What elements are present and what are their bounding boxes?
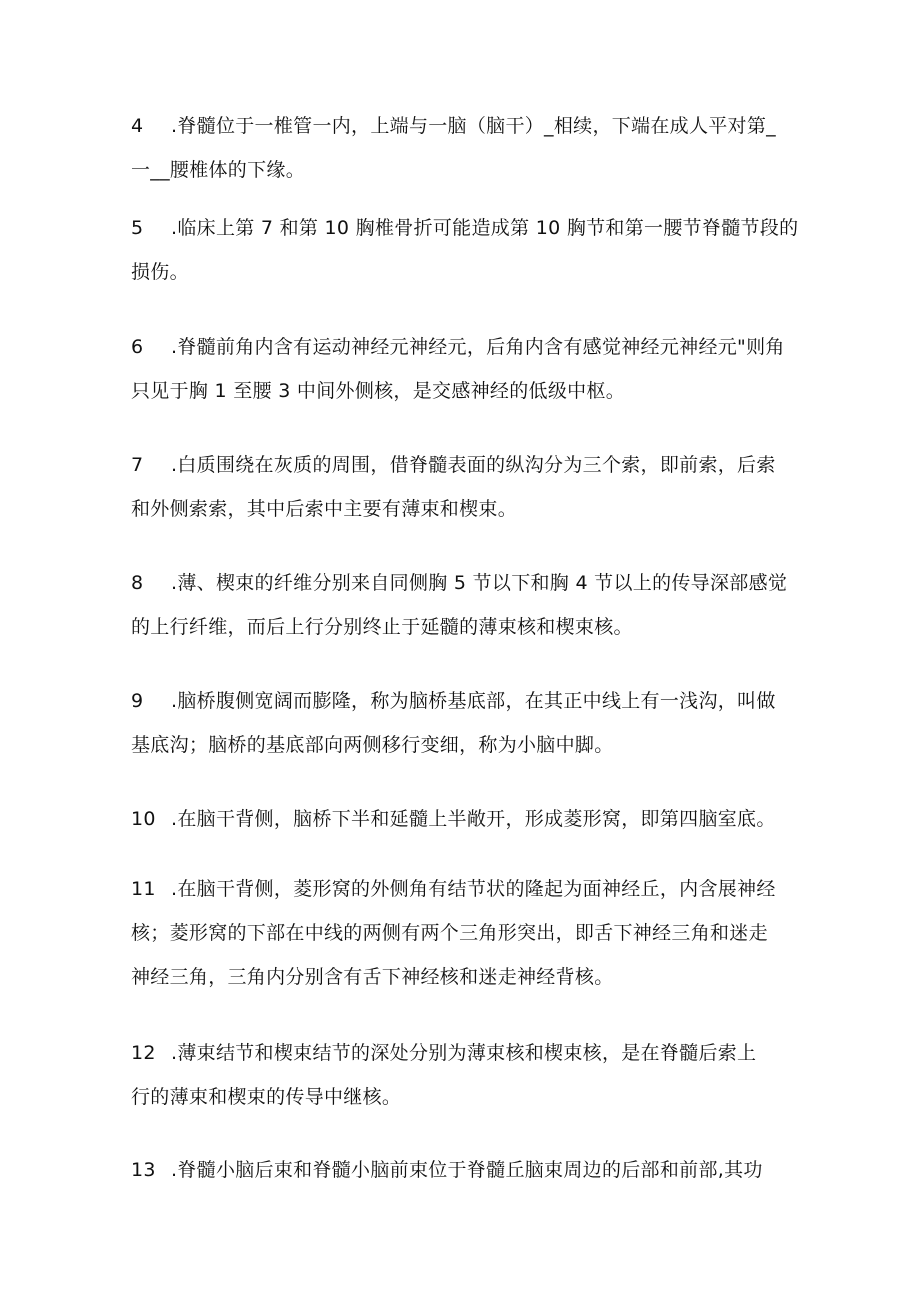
paragraph-13 [131, 1148, 791, 1192]
paragraph-10 [131, 797, 791, 841]
paragraph-text: .脊髓位于一椎管一内，上端与一脑（脑干）_相续，下端在成人平对第_ [171, 115, 776, 137]
paragraph-line: 的上行纤维，而后上行分别终止于延髓的薄束核和楔束核。 [131, 616, 633, 638]
paragraph-line [131, 443, 791, 487]
paragraph-text: .脑桥腹侧宽阔而膨隆，称为脑桥基底部，在其正中线上有一浅沟，叫做 [171, 690, 776, 712]
paragraph-line: 损伤。 [131, 261, 189, 283]
paragraph-5 [131, 206, 799, 294]
paragraph-12 [131, 1031, 791, 1119]
paragraph-9 [131, 679, 791, 767]
paragraph-11 [131, 867, 791, 999]
paragraph-text: .临床上第 7 和第 10 胸椎骨折可能造成第 10 胸节和第一腰节脊髓节段的 [171, 217, 799, 239]
paragraph-line: 神经三角，三角内分别含有舌下神经核和迷走神经背核。 [131, 966, 614, 988]
item-number: 6 [131, 336, 144, 358]
item-number: 10 [131, 808, 156, 830]
paragraph-text: .脊髓前角内含有运动神经元神经元，后角内含有感觉神经元神经元"则角 [171, 336, 785, 358]
item-number: 13 [131, 1159, 156, 1181]
paragraph-line [131, 679, 791, 723]
paragraph-line: 只见于胸 1 至腰 3 中间外侧核，是交感神经的低级中枢。 [131, 380, 626, 402]
paragraph-line [131, 1031, 791, 1075]
paragraph-line: 基底沟；脑桥的基底部向两侧移行变细，称为小脑中脚。 [131, 734, 614, 756]
paragraph-line [131, 1148, 791, 1192]
item-number: 5 [131, 217, 144, 239]
paragraph-text: .白质围绕在灰质的周围，借脊髓表面的纵沟分为三个索，即前索，后索 [171, 454, 776, 476]
item-number: 7 [131, 454, 144, 476]
paragraph-line: 核；菱形窝的下部在中线的两侧有两个三角形突出，即舌下神经三角和迷走 [131, 922, 768, 944]
paragraph-8 [131, 561, 791, 649]
paragraph-line [131, 561, 791, 605]
paragraph-line: 和外侧索索，其中后索中主要有薄束和楔束。 [131, 498, 518, 520]
item-number: 4 [131, 115, 144, 137]
paragraph-line [131, 206, 799, 250]
paragraph-text: .薄、楔束的纤维分别来自同侧胸 5 节以下和胸 4 节以上的传导深部感觉 [171, 572, 788, 594]
paragraph-line [131, 797, 791, 841]
paragraph-text: .在脑干背侧，脑桥下半和延髓上半敞开，形成菱形窝，即第四脑室底。 [171, 808, 776, 830]
paragraph-4 [131, 104, 791, 192]
paragraph-line [131, 325, 791, 369]
paragraph-text: .在脑干背侧，菱形窝的外侧角有结节状的隆起为面神经丘，内含展神经 [171, 878, 776, 900]
paragraph-7 [131, 443, 791, 531]
item-number: 12 [131, 1042, 156, 1064]
paragraph-line: 行的薄束和楔束的传导中继核。 [131, 1086, 402, 1108]
paragraph-line: 一__腰椎体的下缘。 [131, 159, 306, 181]
item-number: 11 [131, 878, 156, 900]
paragraph-text: .薄束结节和楔束结节的深处分别为薄束核和楔束核，是在脊髓后索上 [171, 1042, 757, 1064]
paragraph-line [131, 867, 791, 911]
paragraph-6 [131, 325, 791, 413]
paragraph-text: .脊髓小脑后束和脊髓小脑前束位于脊髓丘脑束周边的后部和前部,其功 [171, 1159, 763, 1181]
item-number: 9 [131, 690, 144, 712]
paragraph-line [131, 104, 791, 148]
item-number: 8 [131, 572, 144, 594]
